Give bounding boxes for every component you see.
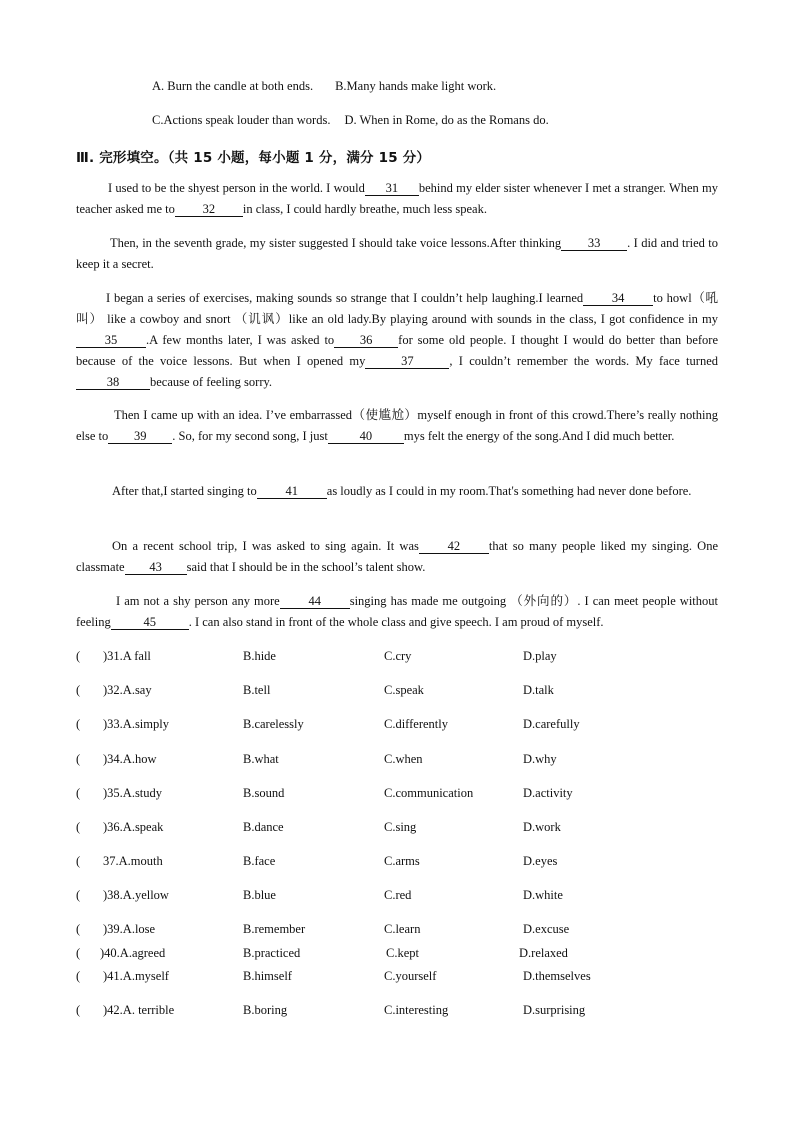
- question-row-41: [76, 969, 718, 987]
- choice-a[interactable]: )35.A.study: [103, 786, 163, 800]
- choice-b[interactable]: B.practiced: [243, 946, 301, 960]
- choice-b[interactable]: B.blue: [243, 888, 276, 902]
- answer-bracket[interactable]: (: [76, 786, 81, 800]
- blank-44[interactable]: 44: [280, 594, 350, 609]
- question-row-38: [76, 888, 718, 906]
- paragraph-text: because of feeling sorry.: [150, 375, 273, 389]
- passage-paragraph-7: [76, 591, 718, 633]
- choice-a[interactable]: )42.A. terrible: [103, 1003, 175, 1017]
- choice-c[interactable]: C.red: [384, 888, 412, 902]
- paragraph-text: . I did and tried to keep it a secret.: [76, 236, 718, 271]
- question-row-42: [76, 1003, 718, 1021]
- choice-d[interactable]: D.surprising: [523, 1003, 586, 1017]
- choice-b[interactable]: B.what: [243, 752, 279, 766]
- choice-d[interactable]: D.talk: [523, 683, 554, 697]
- choice-c[interactable]: C.cry: [384, 649, 412, 663]
- question-row-32: [76, 683, 718, 701]
- choice-b[interactable]: B.sound: [243, 786, 285, 800]
- paragraph-text: .A few months later, I was asked to: [146, 333, 335, 347]
- passage-paragraph-5: [76, 481, 718, 502]
- choice-d[interactable]: D.white: [523, 888, 563, 902]
- answer-bracket[interactable]: (: [76, 820, 81, 834]
- choice-d[interactable]: D.why: [523, 752, 557, 766]
- paragraph-text: as loudly as I could in my room.That's something had never done before.: [326, 484, 692, 498]
- choice-d[interactable]: D.eyes: [523, 854, 558, 868]
- answer-bracket[interactable]: (: [76, 969, 81, 983]
- paragraph-text: that so many people liked my singing. One classmate: [76, 539, 718, 574]
- choice-a[interactable]: )33.A.simply: [103, 717, 169, 731]
- choice-b[interactable]: B.carelessly: [243, 717, 304, 731]
- answer-bracket[interactable]: (: [76, 649, 81, 663]
- answer-bracket[interactable]: (: [76, 683, 81, 697]
- paragraph-text: mys felt the energy of the song.And I did much better.: [403, 429, 675, 443]
- choice-c[interactable]: C.kept: [386, 946, 419, 960]
- question-row-37: [76, 854, 718, 872]
- choice-c[interactable]: C.when: [384, 752, 423, 766]
- blank-33[interactable]: 33: [561, 236, 627, 251]
- blank-38[interactable]: 38: [76, 375, 150, 390]
- choice-c[interactable]: C.yourself: [384, 969, 437, 983]
- passage-paragraph-6: [76, 536, 718, 578]
- paragraph-text: I am not a shy person any more: [116, 594, 280, 608]
- blank-41[interactable]: 41: [257, 484, 327, 499]
- answer-bracket[interactable]: (: [76, 888, 81, 902]
- blank-43[interactable]: 43: [125, 560, 187, 575]
- blank-32[interactable]: 32: [175, 202, 243, 217]
- choice-b[interactable]: B.face: [243, 854, 276, 868]
- choice-a[interactable]: )34.A.how: [103, 752, 157, 766]
- choice-d[interactable]: D.activity: [523, 786, 573, 800]
- answer-bracket[interactable]: (: [76, 854, 81, 868]
- blank-40[interactable]: 40: [328, 429, 404, 444]
- answer-bracket[interactable]: (: [76, 946, 81, 960]
- paragraph-text: behind my elder sister whenever I met a stranger. When my teacher asked me to: [76, 181, 719, 216]
- passage-paragraph-4: [76, 405, 718, 447]
- blank-35[interactable]: 35: [76, 333, 146, 348]
- choice-a[interactable]: )41.A.myself: [103, 969, 169, 983]
- paragraph-text: to howl（吼叫） like a cowboy and snort （讥讽）like an old lady.By playing around with sounds in the class, I got confidence in my: [76, 291, 718, 326]
- option-d: D. When in Rome, do as the Romans do.: [344, 113, 549, 127]
- option-c: C.Actions speak louder than words.: [152, 113, 331, 127]
- option-a: A. Burn the candle at both ends.: [152, 79, 314, 93]
- choice-c[interactable]: C.communication: [384, 786, 474, 800]
- choice-d[interactable]: D.relaxed: [519, 946, 568, 960]
- choice-c[interactable]: C.arms: [384, 854, 420, 868]
- choice-d[interactable]: D.play: [523, 649, 557, 663]
- previous-question-options-line-1: [152, 79, 496, 94]
- question-row-36: [76, 820, 718, 838]
- choice-a[interactable]: )38.A.yellow: [103, 888, 169, 902]
- choice-b[interactable]: B.hide: [243, 649, 276, 663]
- paragraph-text: , I couldn’t remember the words. My face turned: [449, 354, 718, 368]
- choice-c[interactable]: C.learn: [384, 922, 421, 936]
- paragraph-text: in class, I could hardly breathe, much less speak.: [242, 202, 487, 216]
- blank-37[interactable]: 37: [365, 354, 449, 369]
- option-b: B.Many hands make light work.: [335, 79, 497, 93]
- choice-d[interactable]: D.carefully: [523, 717, 580, 731]
- choice-b[interactable]: B.dance: [243, 820, 284, 834]
- choice-a[interactable]: )36.A.speak: [103, 820, 164, 834]
- blank-42[interactable]: 42: [419, 539, 489, 554]
- choice-d[interactable]: D.work: [523, 820, 561, 834]
- question-row-35: [76, 786, 718, 804]
- paragraph-text: Then, in the seventh grade, my sister suggested I should take voice lessons.After thinking: [110, 236, 562, 250]
- question-row-39: [76, 922, 718, 940]
- paragraph-text: On a recent school trip, I was asked to sing again. It was: [112, 539, 419, 553]
- blank-36[interactable]: 36: [334, 333, 398, 348]
- choice-b[interactable]: B.tell: [243, 683, 271, 697]
- section-title: Ⅲ. 完形填空。（共 15 小题，每小题 1 分，满分 15 分）: [76, 150, 431, 166]
- choice-d[interactable]: D.excuse: [523, 922, 570, 936]
- blank-34[interactable]: 34: [583, 291, 653, 306]
- paragraph-text: I used to be the shyest person in the world. I would: [108, 181, 365, 195]
- choice-a[interactable]: )39.A.lose: [103, 922, 156, 936]
- choice-b[interactable]: B.boring: [243, 1003, 288, 1017]
- choice-a[interactable]: )31.A fall: [103, 649, 151, 663]
- passage-paragraph-3: [76, 288, 718, 393]
- choice-a[interactable]: )40.A.agreed: [100, 946, 166, 960]
- paragraph-text: After that,I started singing to: [112, 484, 257, 498]
- answer-bracket[interactable]: (: [76, 1003, 81, 1017]
- question-row-31: [76, 649, 718, 667]
- choice-c[interactable]: C.sing: [384, 820, 417, 834]
- choice-b[interactable]: B.himself: [243, 969, 292, 983]
- paragraph-text: Then I came up with an idea. I’ve embarrassed（使尴尬）myself enough in front of this crowd.There’s really nothing else to: [76, 408, 718, 443]
- paragraph-text: . So, for my second song, I just: [172, 429, 328, 443]
- paragraph-text: for some old people. I thought I would do better than before because of the voice lessons. But when I opened my: [76, 333, 718, 368]
- choice-b[interactable]: B.remember: [243, 922, 306, 936]
- choice-c[interactable]: C.differently: [384, 717, 448, 731]
- passage-paragraph-1: [76, 178, 718, 220]
- choice-a[interactable]: 37.A.mouth: [103, 854, 163, 868]
- answer-bracket[interactable]: (: [76, 922, 81, 936]
- choice-a[interactable]: )32.A.say: [103, 683, 152, 697]
- question-row-34: [76, 752, 718, 770]
- blank-45[interactable]: 45: [111, 615, 189, 630]
- question-row-33: [76, 717, 718, 735]
- choice-c[interactable]: C.interesting: [384, 1003, 449, 1017]
- paragraph-text: . I can also stand in front of the whole class and give speech. I am proud of myself.: [188, 615, 604, 629]
- paragraph-text: I began a series of exercises, making sounds so strange that I couldn’t help laughing.I learned: [106, 291, 584, 305]
- paragraph-text: said that I should be in the school’s talent show.: [186, 560, 426, 574]
- question-row-40: [76, 946, 718, 964]
- blank-39[interactable]: 39: [108, 429, 172, 444]
- paragraph-text: singing has made me outgoing （外向的）. I can meet people without feeling: [76, 594, 718, 629]
- blank-31[interactable]: 31: [365, 181, 419, 196]
- answer-bracket[interactable]: (: [76, 717, 81, 731]
- choice-c[interactable]: C.speak: [384, 683, 424, 697]
- passage-paragraph-2: [76, 233, 718, 275]
- answer-bracket[interactable]: (: [76, 752, 81, 766]
- choice-d[interactable]: D.themselves: [523, 969, 591, 983]
- previous-question-options-line-2: [152, 113, 549, 128]
